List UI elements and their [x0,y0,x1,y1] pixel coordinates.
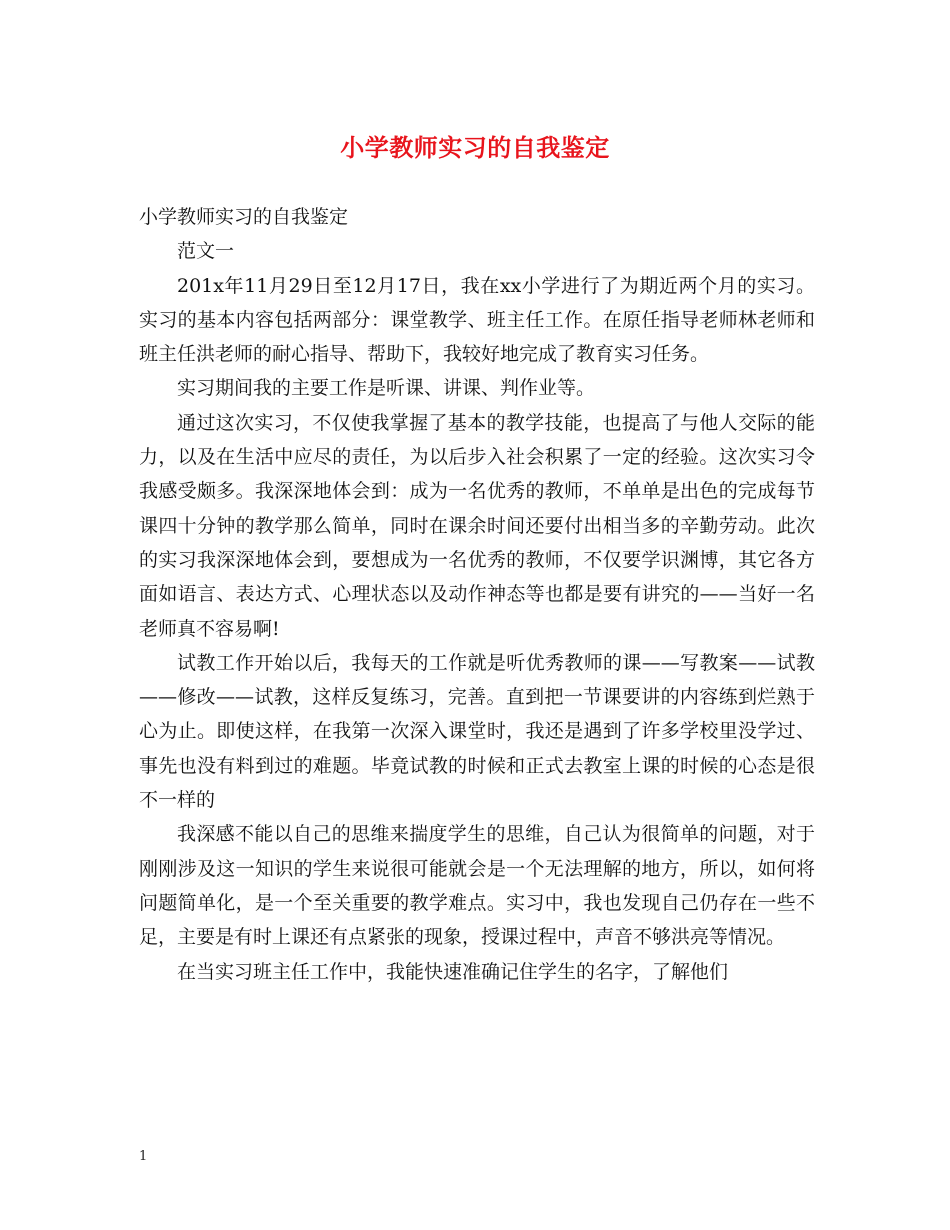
paragraph: 实习期间我的主要工作是听课、讲课、判作业等。 [177,377,596,400]
document-body [139,200,815,989]
document-title: 小学教师实习的自我鉴定 [340,133,610,162]
paragraph: 201x年11月29日至12月17日，我在xx小学进行了为期近两个月的实习。实习的基本内容包括两部分：课堂教学、班主任工作。在原任指导老师林老师和班主任洪老师的耐心指导、帮助下，我较好地完成了教育实习任务。 [139,274,815,366]
paragraph: 我深感不能以自己的思维来揣度学生的思维，自己认为很简单的问题，对于刚刚涉及这一知识的学生来说很可能就会是一个无法理解的地方，所以，如何将问题简单化，是一个至关重要的教学难点。实习中，我也发现自己仍存在一些不足，主要是有时上课还有点紧张的现象，授课过程中，声音不够洪亮等情况。 [139,823,815,949]
paragraph-sample-heading: 范文一 [177,240,235,263]
paragraph: 在当实习班主任工作中，我能快速准确记住学生的名字，了解他们 [177,960,729,983]
paragraph: 试教工作开始以后，我每天的工作就是听优秀教师的课——写教案——试教——修改——试教，这样反复练习，完善。直到把一节课要讲的内容练到烂熟于心为止。即使这样，在我第一次深入课堂时，我还是遇到了许多学校里没学过、事先也没有料到过的难题。毕竟试教的时候和正式去教室上课的时候的心态是很不一样的 [139,651,815,812]
paragraph: 通过这次实习，不仅使我掌握了基本的教学技能，也提高了与他人交际的能力，以及在生活中应尽的责任，为以后步入社会积累了一定的经验。这次实习令我感受颇多。我深深地体会到：成为一名优秀的教师，不单单是出色的完成每节课四十分钟的教学那么简单，同时在课余时间还要付出相当多的辛勤劳动。此次的实习我深深地体会到，要想成为一名优秀的教师，不仅要学识渊博，其它各方面如语言、表达方式、心理状态以及动作神态等也都是要有讲究的——当好一名老师真不容易啊! [139,411,815,640]
page-number: 1 [139,1149,148,1164]
document-subtitle: 小学教师实习的自我鉴定 [139,206,349,228]
